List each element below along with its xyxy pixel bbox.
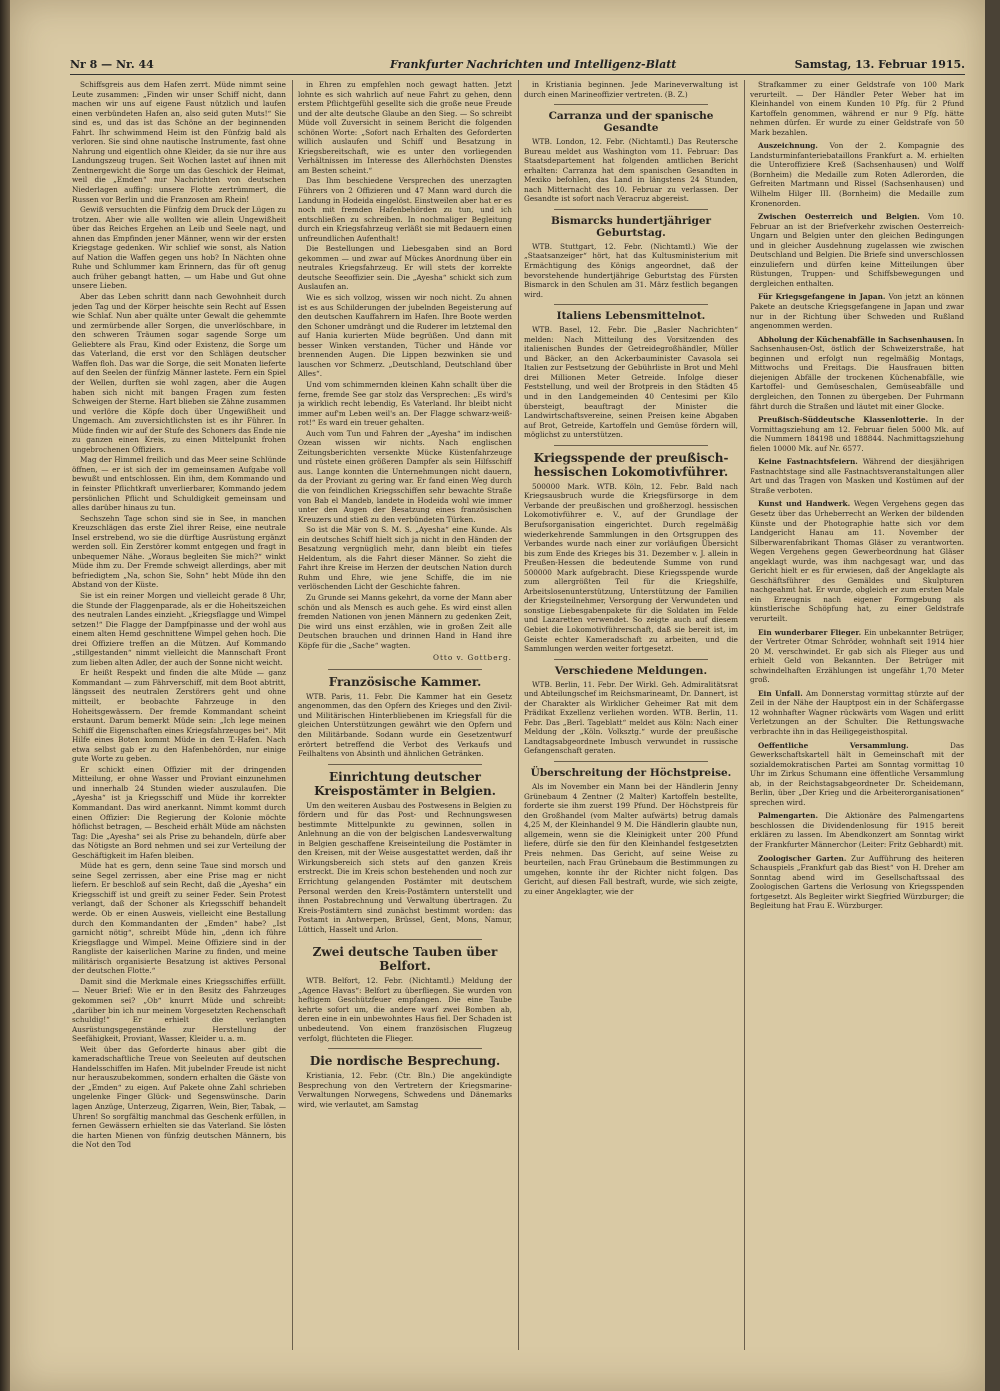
header-date: Samstag, 13. Februar 1915. (794, 58, 965, 71)
article-headline: Einrichtung deutscher Kreispostämter in Belgien. (314, 769, 496, 798)
notice-text: Strafkammer zu einer Geldstrafe von 100 Mark verurteilt. — Der Händler Peter Weber hat im Kleinhandel von einem Kunden 10 Pfg. für 2 Pfund Kartoffeln genommen, während er nur 9 Pfg. hätte nehmen dürfen. Er wurde zu einer Geldstrafe von 50 Mark bezahlen. (750, 80, 964, 137)
notice-lead: Ein wunderbarer Flieger. (758, 627, 862, 637)
article-paragraph: So ist die Mär von S. M. S. „Ayesha“ eine Kunde. Als ein deutsches Schiff hielt sich ja nicht in den Händen der Besatzung vergnüglich mehr, dann bleibt ein tiefes Heldentum, als die Fahrt dieser Männer. So zieht die Fahrt ihre Kreise im Herzen der deutschen Nation durch Ruhm und Ehre, wie jene Schiffe, die im nie verlöschenden Licht der Geschichte fahren. (298, 525, 512, 592)
notice-lead: Auszeichnung. (758, 141, 818, 151)
article-paragraph: in Kristiania beginnen. Jede Marineverwaltung ist durch einen Marineoffizier vertreten. (B. Z.) (524, 80, 738, 99)
article-paragraph: Zu Grunde sei Manns gekehrt, da vorne der Mann aber schön und als Mensch es auch gehe. Es wird einst allen fremden Nationen von jenen Männern zu gedenken Zeit, Die wird uns einst erzählen, wie in großen Zeit alle Deutschen brauchen und drinnen Hand in Hand ihre Köpfe für die „Sache“ wagten. (298, 592, 512, 650)
notice-lead: Zwischen Oesterreich und Belgien. (758, 212, 920, 222)
article-paragraph: Gewiß versuchten die Fünfzig dem Druck der Lügen zu trotzen. Aber wie alle wollten wie allein Ungewißheit über das Reiches Ergehen an Leib und Seele nagt, und ahnen das Empfinden jener Männer, wenn wir der ersten Kriegstage gedenken. Wir schlief wie sonst, als Nation auf Nation die Waffen gegen uns hob? In Nächten ohne Ruhe und Schlummer kam Erinnern, das für oft genug auch früher gebangt hatten, — um Habe und Gut ohne unsere Lieben. (72, 205, 286, 291)
notice-text: Zur Aufführung des heiteren Schauspiels „Frankfurt gab das Biest“ von H. Dreher am Sonntag abend wird im Gesellschaftssaal des Zoologischen Gartens die Verlosung von Kriegsspenden fortgesetzt. Als Begleiter wirkt Siegfried Würzburger; die Begleitung hat Frau E. Würzburger. (750, 853, 964, 911)
article-paragraph: Auch vom Tun und Fahren der „Ayesha“ im indischen Ozean wissen wir nichts. Nach englischen Zeitungsberichten versenkte Mücke Küstenfahrzeuge und rüstete einen größeren Dampfer als sein Hilfsschiff aus. Lange konnten die Unternehmungen nicht dauern, da der Proviant zu gering war. Er fand einen Weg durch die von feindlichen Kriegsschiffen sehr bewachte Straße von Bab el Mandeb, landete in Hodeida wohl wie immer unter den Augen der Besatzung eines französischen Kreuzers und stieß zu den verbündeten Türken. (298, 428, 512, 524)
article-paragraph: Das Ihm beschiedene Versprechen des unerzagten Führers von 2 Offizieren und 47 Mann ward durch die Landung in Hodeida eingelöst. Einstweilen aber hat er es noch mit fremden Hafenbehörden zu tun, und ich entschließen zu schreiben. In nochmaliger Begleitung durch ein Kriegsfahrzeug verläßt sie mit Bedauern einen unfreundlichen Aufenthalt! (298, 176, 512, 243)
article-divider (554, 304, 708, 305)
article-paragraph: Aber das Leben schritt dann nach Gewohnheit durch jeden Tag und der Körper heischte sein Recht auf Essen wie Schlaf. Nun aber quälte unter Gewalt die gehemmte und zermürbende aller Sorgen, die unverlöschbare, in den schweren Träumen sogar sagende Sorge um Geliebtere als Frau, Kind oder Existenz, die Sorge um das Vaterland, die erst vor den Schlägen deutscher Waffen floh. Das war die Sorge, die seit Monaten lieferte auf den Seelen der fünfzig Männer lastete. Fern ein Spiel der Wellen, durften sie wohl zagen, aber die Augen haben sich nicht mit bangen Fragen zum festen Schweigen der Sterne. Hart blieben sie Zähne zusammen und verlöre die Köpfe doch über Ungewißheit und Ungemach. Am zuversichtlichsten ist es ihr Führer. In Müde finden wir auf der Stufe des Schoners das Ende nie zu ganzen einen Kreis, zu einen Mittelpunkt frohen ungebrochenen Offiziers. (72, 292, 286, 454)
article-headline: Carranza und der spanische Gesandte (548, 110, 714, 135)
notice-paragraph (750, 628, 964, 685)
book-spine (0, 0, 10, 1391)
article-paragraph: Er heißt Respekt und finden die alte Müde — ganz Kommandant — zum Fährverschiff, mit dem Boot abtritt, längsseit des neutralen Zerstörers geht und ohne mitteilt, er beobachte Fahrzeuge in den Hoheitsgewässern. Der fremde Kommandant scheint erstaunt. Darum bemerkt Müde sein: „Ich lege meinen Schiff die Eigenschaften eines Kriegsfahrzeuges bei“. Mit Hilfe eines Boten kommt Müde in den T.-Hafen. Nach etwa selbst gab er zu den Hafenbehörden, nur einige gute Worte zu geben. (72, 668, 286, 764)
column-divider (518, 80, 519, 1350)
article-paragraph: WTB. Basel, 12. Febr. Die „Basler Nachrichten“ melden: Nach Mitteilung des Vorsitzenden des italienischen Bundes der Getreidegroßhändler, Müller und Bäcker, an den Ackerbauminister Cavasola sei Italien zur Festsetzung der Gebührliste in Brot und Mehl drei Millionen Meter Getreide. Infolge dieser Feststellung, und weil der Brotpreis in den Städten 45 und in den Landgemeinden 40 Centesimi per Kilo übersteigt, beauftragt der Minister die Landwirtschaftsvereine, seinen Preisen keine Abgaben auf Brot, Getreide, Kartoffeln und Gemüse fördern will, möglichst zu unterstützen. (524, 325, 738, 440)
column-4 (750, 80, 964, 1350)
notice-lead: Kunst und Handwerk. (758, 499, 851, 509)
article-divider (554, 659, 708, 660)
article-paragraph: Damit sind die Merkmale eines Kriegsschiffes erfüllt. — Neuer Brief: Wie er in den Besitz des Fahrzeuges gekommen sei? „Ob“ knurrt Müde und schreibt: „darüber bin ich nur meinem Vorgesetzten Rechenschaft schuldig!“ Er erhielt die verlangten Ausrüstungsgegenstände zur Herstellung der Seefähigkeit, Proviant, Wasser, Kleider u. a. m. (72, 976, 286, 1044)
notice-paragraph (750, 811, 964, 849)
article-paragraph: Sie ist ein reiner Morgen und vielleicht gerade 8 Uhr, die Stunde der Flaggenparade, als er die Hoheitszeichen des neutralen Landes einzieht. „Kriegsflagge und Wimpel setzen!“ Die Flagge der Dampfpinasse und der wohl aus einem alten Hemd geschnittene Wimpel gehen hoch. Die drei Offiziere treffen an die Mützen. Auf Kommando „stillgestanden“ nimmt vielleicht die Mannschaft Front zum lieben alten Adler, der auch der Sonne nicht weicht. (72, 590, 286, 667)
notice-text: In Sachsenhausen-Ost, östlich der Schweizerstraße, hat beginnen und erfolgt nun regelmäßig Montags, Mittwochs und Freitags. Die Hausfrauen bitten diejenigen Abfälle der trockenen Küchenabfälle, wie Kartoffel- und Gemüseschalen, Gemüseabfälle und dergleichen, den Tonnen zu übergeben. Der Fuhrmann fährt durch die Straßen und läutet mit einer Glocke. (750, 334, 964, 411)
page-header (70, 58, 965, 74)
notice-paragraph (750, 80, 964, 137)
article-headline: Bismarcks hundertjähriger Geburtstag. (550, 214, 712, 239)
column-1 (72, 80, 286, 1350)
article-paragraph: Als im November ein Mann bei der Händlerin Jenny Grünebaum 4 Zentner (2 Malter) Kartoffeln bestellte, forderte sie ihm zuerst 199 Pfund. Der Höchstpreis für den Großhandel (vom Malter aufwärts) betrug damals 4,25 M, der Kleinhandel 9 M. Die Händlerin glaubte nun, allgemein, wenn sie die Kleinigkeit unter 200 Pfund liefere, dürfe sie den für den Kleinhandel festgesetzten Preis nehmen. Das Gericht, auf seine Weise zu beurteilen, nach Frau Grünebaum die Bestimmungen zu umgehen, konnte ihr der Richter nicht folgen. Das Gericht, auf diesen Fall bestraft, wurde, wie sich zeigte, zu einer Angeklagter, wie der (524, 781, 738, 896)
article-divider (554, 445, 708, 446)
notice-paragraph (750, 141, 964, 208)
article-paragraph: Wie es sich vollzog, wissen wir noch nicht. Zu ahnen ist es aus Schilderungen der jubelnden Begeisterung auf den deutschen Kauffahrern im Hafen. Ihre Boote werden den Schoner umdrängt und die Ruderer im letztemal den auf Hania kurierten Müde begrüßen. Und dann mit besser Winken verstanden, Tücher und Hände vor brennenden Augen. Die Lippen bezwinken sie und lauschen vor Schmerz. „Deutschland, Deutschland über Alles“. (298, 293, 512, 379)
article-paragraph: WTB. Belfort, 12. Febr. (Nichtamtl.) Meldung der „Agence Havas“: Belfort zu überfliegen. Sie wurden von heftigem Geschützfeuer empfangen. Die eine Taube kehrte sofort um, die andere warf zwei Bomben ab, deren eine in ein unbewohntes Haus fiel. Der Schaden ist unbedeutend. Von einem französischen Flugzeug verfolgt, flüchteten die Flieger. (298, 976, 512, 1043)
header-page-number: Nr 8 — Nr. 44 (70, 58, 154, 71)
article-headline: Die nordische Besprechung. (309, 1054, 501, 1069)
notice-paragraph (750, 415, 964, 453)
notice-text: Wegen Vergehens gegen das Gesetz über das Urheberrecht an Werken der bildenden Künste und der Photographie hatte sich vor dem Landgericht Hanau am 11. November der Silberwarenfabrikant Thomas Gläser zu verantworten. Wegen Vergehens gegen Gewerbeordnung hat Gläser angeklagt wurde, was ihm nachgesagt war, und das Gericht hielt er es für erwiesen, daß der Angeklagte als Geschäftsführer des Gemäldes und Skulpturen nachgeahmt hat. Er wurde, obgleich er zum ersten Male ein Erzeugnis nach eigener Formgebung als künstlerische Schöpfung hat, zu einer Geldstrafe verurteilt. (750, 499, 964, 623)
notice-text: Von jetzt an können Pakete an deutsche Kriegsgefangene in Japan und zwar nur in der Richtung über Schweden und Rußland angenommen werden. (750, 292, 964, 331)
header-masthead: Frankfurter Nachrichten und Intelligenz-Blatt (390, 58, 677, 71)
article-paragraph: Die Bestellungen und Liebesgaben sind an Bord gekommen — und zwar auf Mückes Anordnung über ein neutrales Kriegsfahrzeug. Er will stets der korrekte deutsche Seeoffizier sein. Die „Ayesha“ schickt sich zum Auslaufen an. (298, 244, 512, 292)
notice-text: Von der 2. Kompagnie des Landsturminfanteriebataillons Frankfurt a. M. erhielten die Unteroffiziere Kreß (Sachsenhausen) und Wolff (Bornheim) die Medaille zum Roten Adlerorden, die Gefreiten Martmann und Rissel (Sachsenhausen) und Wilhelm Hilger III. (Bornheim) die Medaille zum Kronenorden. (750, 141, 964, 208)
notice-lead: Keine Fastnachtsfeiern. (758, 457, 858, 467)
notice-lead: Zoologischer Garten. (758, 853, 847, 863)
article-paragraph: Müde hat es gern, denn seine Taue sind morsch und seine Segel zerrissen, aber eine Prise mag er nicht liefern. Er beschloß auf sein Recht, daß die „Ayesha“ ein Kriegsschiff ist und greift zu seiner Feder. Sein Protest verlangt, daß der Schoner als Kriegsschiff behandelt werde. Ob er einen Ausweis, vielleicht eine Bestallung durch den Kommandanten der „Emden“ habe? „Ist garnicht nötig“, schreibt Müde hin, „denn ich führe Kriegsflagge und Wimpel. Meine Offiziere sind in der Rangliste der kaiserlichen Marine zu finden, und meine militärisch organisierte Besatzung ist aktives Personal der deutschen Flotte.“ (72, 861, 286, 976)
header-rule (70, 74, 965, 75)
article-headline: Italiens Lebensmittelnot. (556, 310, 706, 323)
notice-paragraph (750, 292, 964, 330)
article-paragraph: Schiffsgreis aus dem Hafen zerrt. Müde nimmt seine Leute zusammen: „Finden wir unser Schiff nicht, dann machen wir uns auf eigene Faust nützlich und laufen einen verbündeten Hafen an, also seid guten Muts!“ Sie sind es, und das ist das Schöne an der beginnenden Fahrt. Ihr schwimmend Heim ist den Fünfzig bald als verloren. Sie sind ohne nautische Instrumente, fast ohne Nahrung und eigentlich ohne Kleider, da sie nur ihre aus Landungszeug trugen. Seit Wochen lastet auf ihnen mit Zentnergewicht die Sorge um das Geschick der Heimat, weil die „Emden“ nur Nachrichten von deutschen Niederlagen auffing: unsere Flotte zertrümmert, die Russen vor Berlin und die Franzosen am Rhein! (72, 80, 286, 204)
article-paragraph: Weit über das Geforderte hinaus aber gibt die kameradschaftliche Treue von Seeleuten auf deutschen Handelsschiffen im Hafen. Mit jubelnder Freude ist nicht nur herauszubekommen, sondern erhalten die Gäste von der „Emden“ zu eigen. Auf Pakete ohne Zahl schrieben ungelenke Finger Glück- und Segenswünsche. Darin lagen Anzüge, Unterzeug, Zigarren, Wein, Bier, Tabak, — Uhren! So sorgfältig manchmal das Geschenk erfüllen, in fernen Gewässern erhielten sie das Vaterland. Sie lösten die harten Mienen von fünfzig deutschen Männern, bis die Not den Tod (72, 1044, 286, 1150)
article-headline: Überschreitung der Höchstpreise. (530, 766, 732, 779)
article-paragraph: 500000 Mark. WTB. Köln, 12. Febr. Bald nach Kriegsausbruch wurde die Kriegsfürsorge in dem Verbande der preußischen und großherzogl. hessischen Lokomotivführer e. V., auf der Grundlage der Berufsorganisation eingerichtet. Durch regelmäßig wiederkehrende Sammlungen in den Ortsgruppen des Verbandes wurde nach einer zur vorläufigen Übersicht bis zum Ende des Krieges bis 31. Dezember v. J. allein in Preußen-Hessen die bedeutende Summe von rund 500000 Mark aufgebracht. Diese Kriegsspende wurde zum allergrößten Teil für die Kriegshilfe, Arbeitslosenunterstützung, Unterstützung der Familien der Kriegsteilnehmer, Versorgung der Verwundeten und sonstige Liebesgabenpakete für die Soldaten im Felde und Lazaretten verwendet. So zeigte auch auf diesem Gebiet die Lokomotivführerschaft, daß sie bereit ist, im Geiste echter Kameradschaft zu arbeiten, und die Sammlungen werden weiter fortgesetzt. (524, 481, 738, 654)
notice-lead: Für Kriegsgefangene in Japan. (758, 292, 886, 302)
column-divider (292, 80, 293, 1350)
notice-paragraph (750, 212, 964, 288)
article-paragraph: Kristiania, 12. Febr. (Ctr. Bln.) Die angekündigte Besprechung von den Vertretern der Kriegsmarine-Verwaltungen Norwegens, Schwedens und Dänemarks wird, wie verlautet, am Samstag (298, 1071, 512, 1109)
author-signature: Otto v. Gottberg. (432, 653, 512, 663)
article-headline: Französische Kammer. (328, 674, 482, 689)
notice-paragraph (750, 335, 964, 411)
notice-paragraph (750, 499, 964, 623)
article-headline: Zwei deutsche Tauben über Belfort. (312, 945, 498, 974)
notice-text: Die Aktionäre des Palmengartens beschlossen die Dividendenlosung für 1915 bereit erklären zu lassen. Im Abendkonzert am Sonntag wirkt der Frankfurter Männerchor (Leiter: Fritz Gebhardt) mit. (750, 811, 964, 850)
notice-text: Am Donnerstag vormittag stürzte auf der Zeil in der Nähe der Hauptpost ein in der Schäfergasse 12 wohnhafter Wagner rückwärts vom Wagen und erlitt Verletzungen an der Schulter. Die Rettungswache verbrachte ihn in das Heiligegeisthospital. (750, 688, 964, 736)
notice-text: Während der diesjährigen Fastnachtstage sind alle Fastnachtsveranstaltungen aller Art und das Tragen von Masken und Kostümen auf der Straße verboten. (750, 457, 964, 495)
notice-lead: Preußisch-Süddeutsche Klassenlotterie. (758, 415, 929, 425)
article-divider (328, 939, 482, 940)
column-2 (298, 80, 512, 1350)
article-divider (328, 764, 482, 765)
article-paragraph: WTB. Paris, 11. Febr. Die Kammer hat ein Gesetz angenommen, das den Opfern des Krieges und den Zivil- und Militärischen Hinterbliebenen im Kriegsfall für die gleichen Unterstützungen gewährt wie den Opfern und den Militärbande. Sodann wurde ein Gesetzentwurf erörtert betreffend die Verbot des Verkaufs und Feilhaltens von Absinth und ähnlichen Getränken. (298, 691, 512, 759)
article-paragraph: Und vom schimmernden kleinen Kahn schallt über die ferne, fremde See gar stolz das Versprechen: „Es wird's ja wirklich recht lebendig, Es Vaterland. Ihr bleibt nicht immer auf'm Leben weil's an. Der Flagge schwarz-weiß-rot!“ Es ward ein treuer gehalten. (298, 379, 512, 428)
notice-paragraph (750, 854, 964, 911)
notice-lead: Ein Unfall. (758, 688, 803, 698)
article-paragraph: Sechszehn Tage schon sind sie in See, in manchen Kreuzschlägen das erste Ziel ihrer Reise, eine neutrale Insel erstrebend, wo sie die dürftige Ausrüstung ergänzt werden soll. Ein Zerstörer kommt entgegen und fragt in unbequemer Nähe. „Woraus begleiten Sie mich?“ winkt Müde ihm zu. Der Fremde schweigt allerdings, aber mit befriedigtem „Na, schon Sie, Sohn“ hebt Müde ihn den Abstand von der Küste. (72, 513, 286, 590)
notice-text: Vom 10. Februar an ist der Briefverkehr zwischen Oesterreich-Ungarn und Belgien unter den gleichen Bedingungen und in gleicher Ausdehnung zugelassen wie zwischen Deutschland und Belgien. Die Briefe sind unverschlossen einzuliefern und dürfen keine Mitteilungen über Rüstungen, Truppen- und Schiffsbewegungen und dergleichen enthalten. (750, 212, 964, 288)
notice-text: In der Vormittagsziehung am 12. Februar fielen 5000 Mk. auf die Nummern 184198 und 188844. Nachmittagsziehung fielen 10000 Mk. auf Nr. 6577. (750, 415, 964, 453)
notice-lead: Oeffentliche Versammlung. (758, 740, 909, 750)
article-paragraph: WTB. London, 12. Febr. (Nichtamtl.) Das Reutersche Bureau meldet aus Washington vom 11. Februar: Das Staatsdepartement hat folgenden amtlichen Bericht erhalten: Carranza hat dem spanischen Gesandten in Mexiko befohlen, das Land in längstens 24 Stunden, nach Mitternacht des 10. Februar zu verlassen. Der Gesandte ist sofort nach Veracruz abgereist. (524, 137, 738, 204)
notice-paragraph (750, 457, 964, 495)
article-paragraph: Um den weiteren Ausbau des Postwesens in Belgien zu fördern und für das Post- und Rechnungswesen bestimmte Mittelpunkte zu gewinnen, sollen in Anlehnung an die von der belgischen Landesverwaltung in Belgien geschaffene Kreiseinteilung die Postämter in den Kreisen, mit der Weise ausgestattet werden, daß ihr Wirkungsbereich sich stets auf den ganzen Kreis erstreckt. Die im Kreis schon bestehenden und noch zur Errichtung gelangenden Postämter mit deutschem Personal werden den Kreis-Postämtern unterstellt und ihnen Postabrechnung und Verwaltung übertragen. Zu Kreis-Postämtern sind zunächst bestimmt worden: das Postamt in Antwerpen, Brüssel, Gent, Mons, Namur, Lüttich, Hasselt und Arlon. (298, 800, 512, 934)
notice-text: Ein unbekannter Betrüger, der Vertreter Otmar Schröder, wohnhaft seit 1914 hier 20 M. verschwindet. Er gab sich als Flieger aus und erhielt Geld von Bekannten. Der Betrüger mit schwindelhaften Erzählungen ist ungefähr 1,70 Meter groß. (750, 627, 964, 685)
article-paragraph: in Ehren zu empfehlen noch gewagt hatten. Jetzt lohnte es sich wahrlich auf neue Fahrt zu gehen, denn erstem Pflichtgefühl gesellte sich die große neue Freude und der alte deutsche Glaube an den Sieg. — So schreibt Müde voll Zuversicht in seinem Bericht die folgenden schönen Worte: „Sofort nach Erhalten des Geforderten willich auslaufen und Schiff und Besatzung in Kriegsbereitschaft, wie es unter den vorliegenden Verhältnissen im Interesse des Allerhöchsten Dienstes am Besten scheint.“ (298, 80, 512, 175)
article-paragraph: WTB. Berlin, 11. Febr. Der Wirkl. Geh. Admiralitätsrat und Abteilungschef im Reichsmarineamt, Dr. Dannert, ist der Charakter als Wirklicher Geheimer Rat mit dem Prädikat Exzellenz verliehen worden. WTB. Berlin, 11. Febr. Das „Berl. Tageblatt“ meldet aus Köln: Nach einer Meldung der „Köln. Volksztg.“ wurde der preußische Landtagsabgeordnete Imbusch verwundet in russische Gefangenschaft geraten. (524, 679, 738, 756)
article-divider (554, 209, 708, 210)
article-paragraph: WTB. Stuttgart, 12. Febr. (Nichtamtl.) Wie der „Staatsanzeiger“ hört, hat das Kultusministerium mit Ermächtigung des Königs angeordnet, daß der bevorstehende hundertjährige Geburtstag des Fürsten Bismarck in den Schulen am 31. März festlich begangen wird. (524, 241, 738, 299)
article-headline: Kriegsspende der preußisch-hessischen Lokomotivführer. (533, 450, 729, 479)
column-3 (524, 80, 738, 1350)
notice-paragraph (750, 689, 964, 737)
article-divider (328, 669, 482, 670)
notice-lead: Abholung der Küchenabfälle in Sachsenhausen. (758, 334, 955, 344)
newspaper-page (10, 0, 985, 1391)
article-headline: Verschiedene Meldungen. (554, 664, 708, 677)
notice-lead: Palmengarten. (758, 811, 818, 821)
article-divider (554, 104, 708, 105)
notice-paragraph (750, 741, 964, 808)
notice-text: Das Gewerkschaftskartell hält in Gemeinschaft mit der sozialdemokratischen Partei am Sonntag vormittag 10 Uhr im Zirkus Schumann eine öffentliche Versammlung ab, in der Reichstagsabgeordneter Dr. Scheidemann, Berlin, über „Der Krieg und die Arbeiterorganisationen“ sprechen wird. (750, 740, 964, 807)
article-paragraph: Er schickt einen Offizier mit der dringenden Mitteilung, er ohne Wasser und Proviant einzunehmen und innerhalb 24 Stunden wieder auszulaufen. Die „Ayesha“ ist ja Kriegsschiff und Müde ihr korrekter Kommandant. Das wird anerkannt. Nimmt kommt durch einen Offizier: Die Regierung der Kolonie möchte höflichst betragen, — Bescheid erhält Müde am nächsten Tag: Die „Ayesha“ sei als Prise zu behandeln, dürfe aber das Nötigste an Bord nehmen und sei zur Verteilung der Geschäftigkeit im Hafen bleiben. (72, 764, 286, 860)
article-divider (328, 1048, 482, 1049)
column-divider (744, 80, 745, 1350)
article-divider (554, 761, 708, 762)
article-paragraph: Mag der Himmel freilich und das Meer seine Schlünde öffnen, — er ist sich der im gemeinsamen Aufgabe voll bewußt und entschlossen. Ein ihm, dem Kommando und in feinster Pflichtkraft unverlierbarer, Kommando jedem persönlichen Pflicht und Schuldigkeit gemeinsam und alles darüber hinaus zu tun. (72, 455, 286, 513)
